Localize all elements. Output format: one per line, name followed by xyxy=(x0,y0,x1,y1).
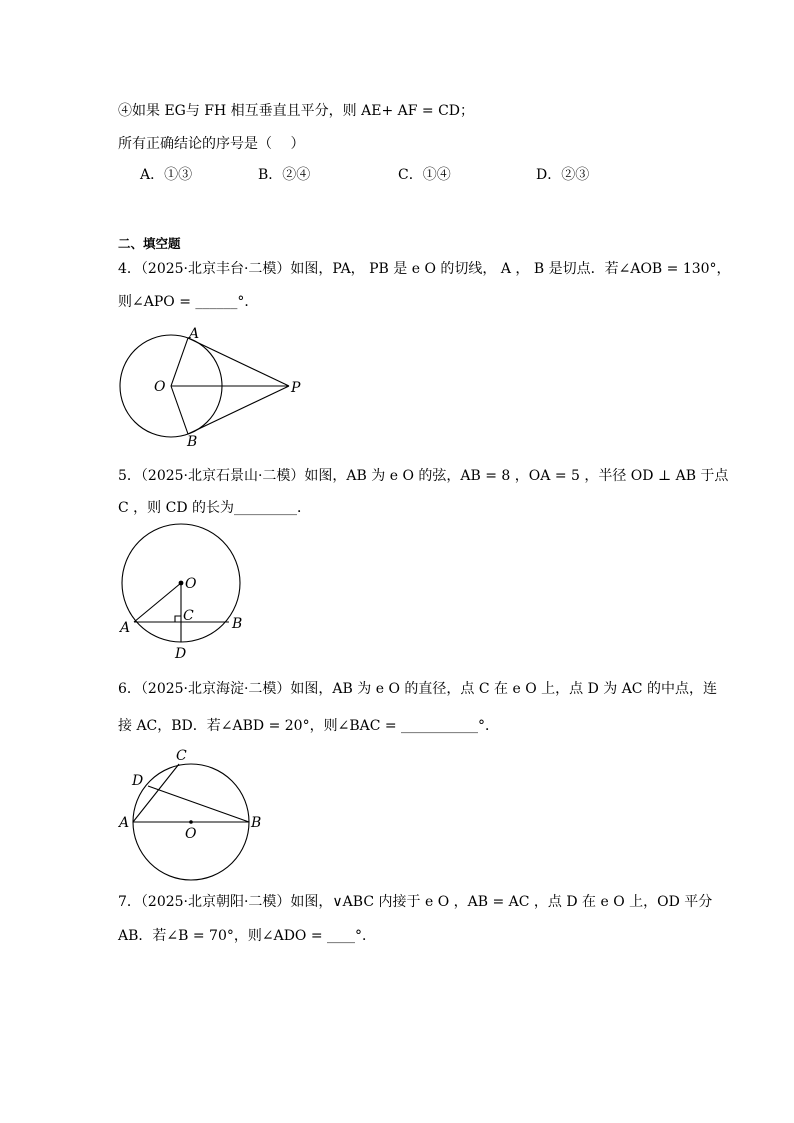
q6-label-d: D xyxy=(132,773,144,789)
q6-line1: 6．（2025·北京海淀·二模）如图，AB 为 e O 的直径，点 C 在 e O 上，点 D 为 AC 的中点，连 xyxy=(118,681,717,697)
q4-line2: 则∠APO = ______°． xyxy=(118,294,259,310)
q7-line2: AB．若∠B = 70°，则∠ADO = ____°． xyxy=(118,928,377,944)
q5-label-o: O xyxy=(185,576,197,592)
q3-option-a: A．①③ xyxy=(140,167,193,183)
q4-label-o: O xyxy=(154,379,166,395)
q3-prompt: 所有正确结论的序号是（ ） xyxy=(118,136,305,152)
q4-label-p: P xyxy=(291,380,301,396)
q3-item4: ④如果 EG与 FH 相互垂直且平分，则 AE+ AF = CD； xyxy=(118,103,475,119)
q7-line1: 7．（2025·北京朝阳·二模）如图，∨ABC 内接于 e O ，AB = AC ，点 D 在 e O 上，OD 平分 xyxy=(118,894,713,910)
q5-line2: C ，则 CD 的长为_________． xyxy=(118,500,311,516)
q4-label-b: B xyxy=(187,434,198,450)
q5-line1: 5．（2025·北京石景山·二模）如图，AB 为 e O 的弦，AB = 8 ，OA = 5 ，半径 OD ⊥ AB 于点 xyxy=(118,468,729,484)
q5-label-c: C xyxy=(183,608,194,624)
q4-line1: 4．（2025·北京丰台·二模）如图，PA， PB 是 e O 的切线， A ， B 是切点．若∠AOB = 130°， xyxy=(118,261,731,277)
q5-label-d: D xyxy=(175,646,187,662)
q3-option-d: D．②③ xyxy=(536,167,590,183)
q6-label-o: O xyxy=(185,826,197,842)
q6-label-c: C xyxy=(176,748,187,764)
q5-label-b: B xyxy=(232,616,243,632)
section-heading: 二、填空题 xyxy=(118,236,181,251)
q3-option-c: C．①④ xyxy=(398,167,451,183)
q6-center-dot xyxy=(189,820,193,824)
q4-label-a: A xyxy=(189,326,200,342)
q5-label-a: A xyxy=(120,620,131,636)
q6-label-a: A xyxy=(119,815,130,831)
q6-label-b: B xyxy=(251,815,262,831)
q6-chord-bd xyxy=(148,786,249,822)
q3-option-b: B．②④ xyxy=(258,167,311,183)
q6-line2: 接 AC，BD．若∠ABD = 20°，则∠BAC = ___________°． xyxy=(118,718,500,734)
